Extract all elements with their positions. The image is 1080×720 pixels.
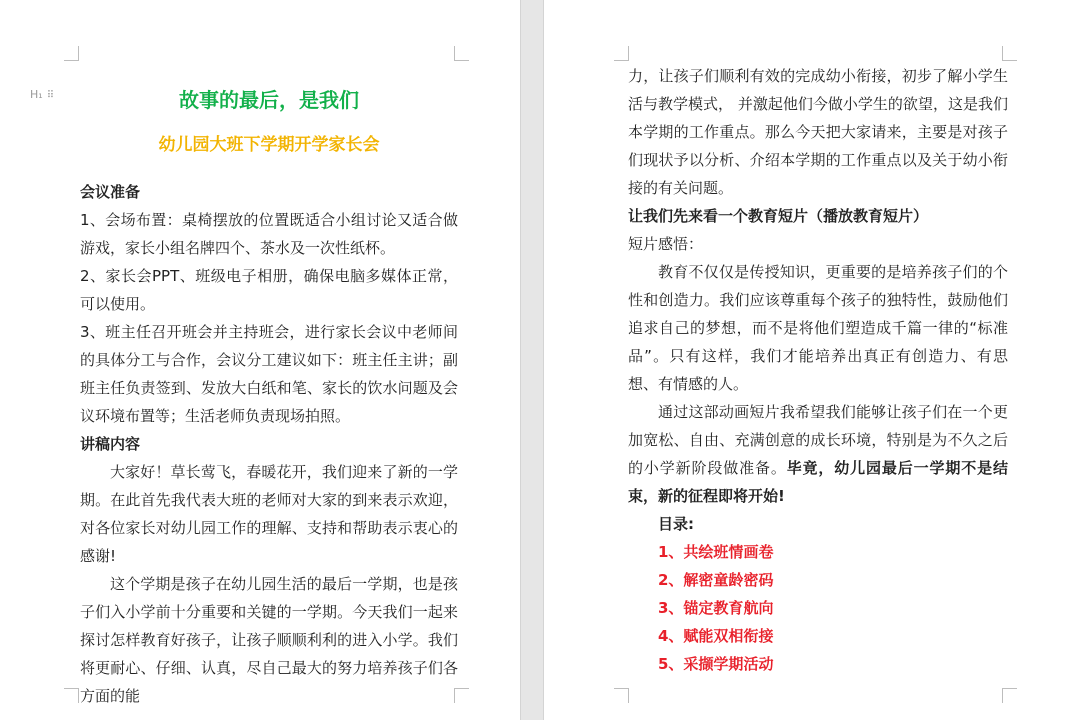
reflection-paragraph-2[interactable] xyxy=(628,398,1008,510)
crop-mark xyxy=(64,46,79,61)
section-heading-speech[interactable]: 讲稿内容 xyxy=(80,435,141,453)
crop-mark xyxy=(614,46,629,61)
toc-item-4[interactable]: 4、赋能双相衔接 xyxy=(658,627,774,645)
toc-item-5[interactable]: 5、采撷学期活动 xyxy=(658,655,774,673)
reflection-paragraph-2-text: 通过这部动画短片我希望我们能够让孩子们在一个更加宽松、自由、充满创意的成长环境，特别是为不久之后的小学新阶段做准备。 xyxy=(628,403,1008,477)
section-heading-preparation[interactable]: 会议准备 xyxy=(80,183,141,201)
video-heading[interactable]: 让我们先来看一个教育短片（播放教育短片） xyxy=(628,207,929,225)
crop-mark xyxy=(454,46,469,61)
speech-paragraph-1[interactable]: 大家好！草长莺飞，春暖花开，我们迎来了新的一学期。在此首先我代表大班的老师对大家的到来表示欢迎，对各位家长对幼儿园工作的理解、支持和帮助表示衷心的感谢! xyxy=(80,463,458,565)
toc-title[interactable]: 目录: xyxy=(658,515,694,533)
crop-mark xyxy=(614,688,629,703)
reflection-label[interactable]: 短片感悟： xyxy=(628,235,704,253)
speech-paragraph-2[interactable]: 这个学期是孩子在幼儿园生活的最后一学期，也是孩子们入小学前十分重要和关键的一学期。今天我们一起来探讨怎样教育好孩子，让孩子顺顺利利的进入小学。我们将更耐心、仔细、认真，尽自己最大的努力培养孩子们各方面的能 xyxy=(80,575,458,705)
toc-item-1[interactable]: 1、共绘班情画卷 xyxy=(658,543,774,561)
heading-level-icon: H₁ xyxy=(30,88,43,101)
speech-paragraph-continuation[interactable]: 力，让孩子们顺利有效的完成幼小衔接，初步了解小学生活与教学模式， 并激起他们今做小学生的欲望，这是我们本学期的工作重点。那么今天把大家请来，主要是对孩子们现状予以分析、介绍本学期的工作重点以及关于幼小衔接的有关问题。 xyxy=(628,67,1008,197)
document-page-left xyxy=(0,0,520,720)
preparation-item-1[interactable]: 1、会场布置：桌椅摆放的位置既适合小组讨论又适合做游戏，家长小组名牌四个、茶水及一次性纸杯。 xyxy=(80,211,458,257)
document-page-right xyxy=(544,0,1080,720)
preparation-item-3[interactable]: 3、班主任召开班会并主持班会，进行家长会议中老师间的具体分工与合作，会议分工建议如下：班主任主讲；副班主任负责签到、发放大白纸和笔、家长的饮水问题及会议环境布置等；生活老师负责现场拍照。 xyxy=(80,323,458,425)
right-page-content[interactable] xyxy=(628,62,1008,678)
reflection-paragraph-1[interactable]: 教育不仅仅是传授知识，更重要的是培养孩子们的个性和创造力。我们应该尊重每个孩子的独特性，鼓励他们追求自己的梦想，而不是将他们塑造成千篇一律的“标准品”。只有这样，我们才能培养出真正有创造力、有思想、有情感的人。 xyxy=(628,263,1008,393)
document-title[interactable]: 故事的最后，是我们 xyxy=(179,88,359,112)
document-subtitle[interactable]: 幼儿园大班下学期开学家长会 xyxy=(158,135,380,155)
table-of-contents xyxy=(628,510,1008,678)
toc-item-3[interactable]: 3、锚定教育航向 xyxy=(658,599,774,617)
reflection-paragraph-2-bold: 毕竟，幼儿园最后一学期不是结束，新的征程即将开始! xyxy=(628,459,1008,505)
heading-drag-handle[interactable] xyxy=(30,88,53,101)
left-page-content[interactable] xyxy=(80,84,458,710)
drag-handle-icon[interactable]: ⠿ xyxy=(46,90,54,101)
preparation-item-2[interactable]: 2、家长会PPT、班级电子相册，确保电脑多媒体正常，可以使用。 xyxy=(80,267,458,313)
crop-mark xyxy=(1002,46,1017,61)
crop-mark xyxy=(1002,688,1017,703)
crop-mark xyxy=(64,688,79,703)
page-gap xyxy=(520,0,544,720)
toc-item-2[interactable]: 2、解密童龄密码 xyxy=(658,571,774,589)
